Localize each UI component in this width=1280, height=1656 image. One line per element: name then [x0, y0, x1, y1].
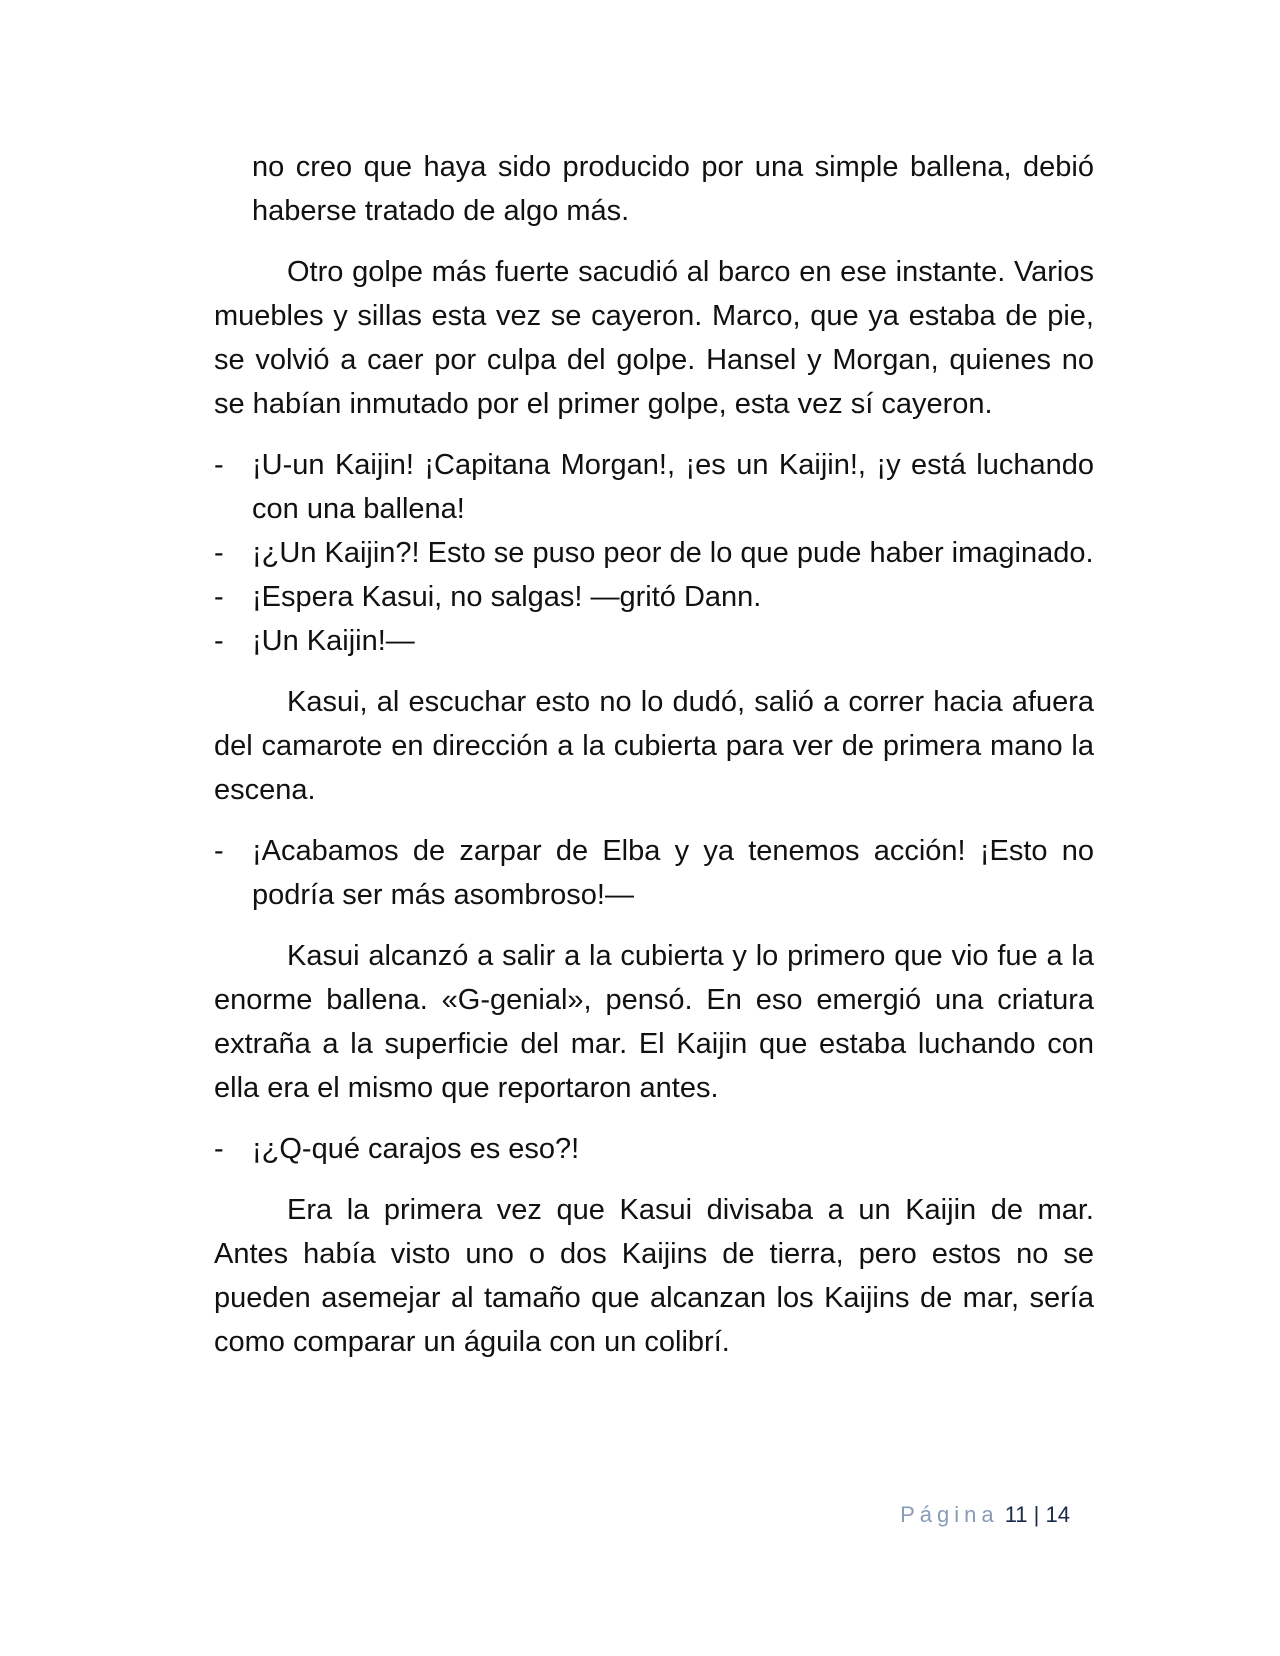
page-separator: | — [1033, 1502, 1040, 1527]
page-label: Página — [900, 1502, 999, 1527]
page-body — [214, 145, 1094, 1364]
dialogue-dash: - — [214, 537, 224, 569]
dialogue-text: ¡¿Un Kaijin?! Esto se puso peor de lo que pude haber imaginado. — [252, 537, 1094, 569]
dialogue-dash: - — [214, 449, 224, 481]
paragraph-narration: Kasui alcanzó a salir a la cubierta y lo primero que vio fue a la enorme ballena. «G-genial», pensó. En eso emergió una criatura extraña a la superficie del mar. El Kaijin que estaba luchando con ella era el mismo que reportaron antes. — [214, 940, 1094, 1104]
page-total: 14 — [1045, 1502, 1070, 1527]
dialogue-dash: - — [214, 1133, 224, 1165]
dialogue-text: ¡Acabamos de zarpar de Elba y ya tenemos acción! ¡Esto no podría ser más asombroso!— — [252, 835, 1094, 911]
dialogue-line — [214, 443, 1094, 531]
paragraph-narration: Era la primera vez que Kasui divisaba a un Kaijin de mar. Antes había visto uno o dos Kaijins de tierra, pero estos no se pueden asemejar al tamaño que alcanzan los Kaijins de mar, sería como comparar un águila con un colibrí. — [214, 1194, 1094, 1358]
dialogue-text: ¡U-un Kaijin! ¡Capitana Morgan!, ¡es un Kaijin!, ¡y está luchando con una ballena! — [252, 449, 1094, 525]
dialogue-line — [214, 829, 1094, 917]
paragraph-narration: Otro golpe más fuerte sacudió al barco en ese instante. Varios muebles y sillas esta vez se cayeron. Marco, que ya estaba de pie, se volvió a caer por culpa del golpe. Hansel y Morgan, quienes no se habían inmutado por el primer golpe, esta vez sí cayeron. — [214, 256, 1094, 420]
paragraph-continuation: no creo que haya sido producido por una simple ballena, debió haberse tratado de algo más. — [252, 151, 1094, 227]
dialogue-dash: - — [214, 625, 224, 657]
page-number: 11 — [1004, 1502, 1028, 1527]
paragraph-narration: Kasui, al escuchar esto no lo dudó, salió a correr hacia afuera del camarote en dirección a la cubierta para ver de primera mano la escena. — [214, 686, 1094, 806]
dialogue-line — [214, 575, 1094, 619]
dialogue-line — [214, 1127, 1094, 1171]
dialogue-text: ¡Espera Kasui, no salgas! —gritó Dann. — [252, 581, 762, 613]
dialogue-text: ¡¿Q-qué carajos es eso?! — [252, 1133, 580, 1165]
dialogue-text: ¡Un Kaijin!— — [252, 625, 415, 657]
page-footer — [900, 1500, 1070, 1530]
dialogue-line — [214, 531, 1094, 575]
dialogue-dash: - — [214, 835, 224, 867]
dialogue-dash: - — [214, 581, 224, 613]
dialogue-line — [214, 619, 1094, 663]
